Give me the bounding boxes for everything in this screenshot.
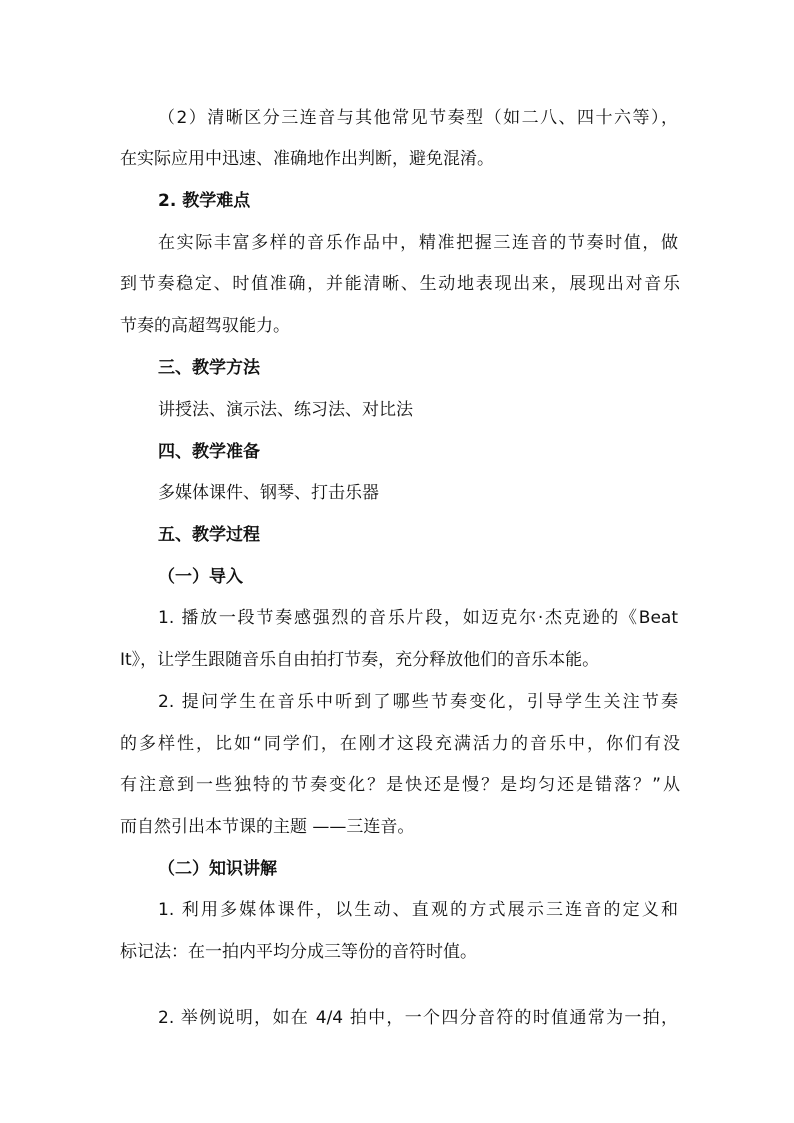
paragraph-line-2: 在实际应用中迅速、准确地作出判断，避免混淆。 bbox=[120, 149, 494, 169]
teaching-methods-text: 讲授法、演示法、练习法、对比法 bbox=[158, 400, 413, 420]
paragraph-line-18: 而自然引出本节课的主题 ——三连音。 bbox=[120, 817, 415, 837]
subsection-heading-knowledge-explanation: （二）知识讲解 bbox=[158, 859, 277, 879]
paragraph-line-4: 在实际丰富多样的音乐作品中，精准把握三连音的节奏时值，做 bbox=[158, 233, 678, 253]
section-heading-teaching-methods: 三、教学方法 bbox=[158, 358, 260, 378]
teaching-preparation-text: 多媒体课件、钢琴、打击乐器 bbox=[158, 483, 379, 503]
paragraph-line-1: （2）清晰区分三连音与其他常见节奏型（如二八、四十六等）， bbox=[158, 108, 678, 128]
paragraph-line-6: 节奏的高超驾驭能力。 bbox=[120, 316, 290, 336]
section-heading-teaching-difficulty: 2. 教学难点 bbox=[158, 191, 251, 211]
paragraph-line-13: 1. 播放一段节奏感强烈的音乐片段，如迈克尔·杰克逊的《Beat bbox=[158, 608, 678, 628]
paragraph-line-5: 到节奏稳定、时值准确，并能清晰、生动地表现出来，展现出对音乐 bbox=[120, 274, 680, 294]
paragraph-line-16: 的多样性，比如“同学们，在刚才这段充满活力的音乐中，你们有没 bbox=[120, 734, 680, 754]
paragraph-line-15: 2. 提问学生在音乐中听到了哪些节奏变化，引导学生关注节奏 bbox=[158, 692, 678, 712]
paragraph-line-21: 标记法：在一拍内平均分成三等份的音符时值。 bbox=[120, 942, 477, 962]
section-heading-teaching-process: 五、教学过程 bbox=[158, 525, 260, 545]
paragraph-line-22: 2. 举例说明，如在 4/4 拍中，一个四分音符的时值通常为一拍， bbox=[158, 1008, 678, 1028]
paragraph-line-20: 1. 利用多媒体课件，以生动、直观的方式展示三连音的定义和 bbox=[158, 900, 678, 920]
section-heading-teaching-preparation: 四、教学准备 bbox=[158, 442, 260, 462]
paragraph-line-17: 有注意到一些独特的节奏变化？是快还是慢？是均匀还是错落？”从 bbox=[120, 775, 680, 795]
paragraph-line-14: It》，让学生跟随音乐自由拍打节奏，充分释放他们的音乐本能。 bbox=[120, 650, 600, 670]
subsection-heading-introduction: （一）导入 bbox=[158, 567, 243, 587]
